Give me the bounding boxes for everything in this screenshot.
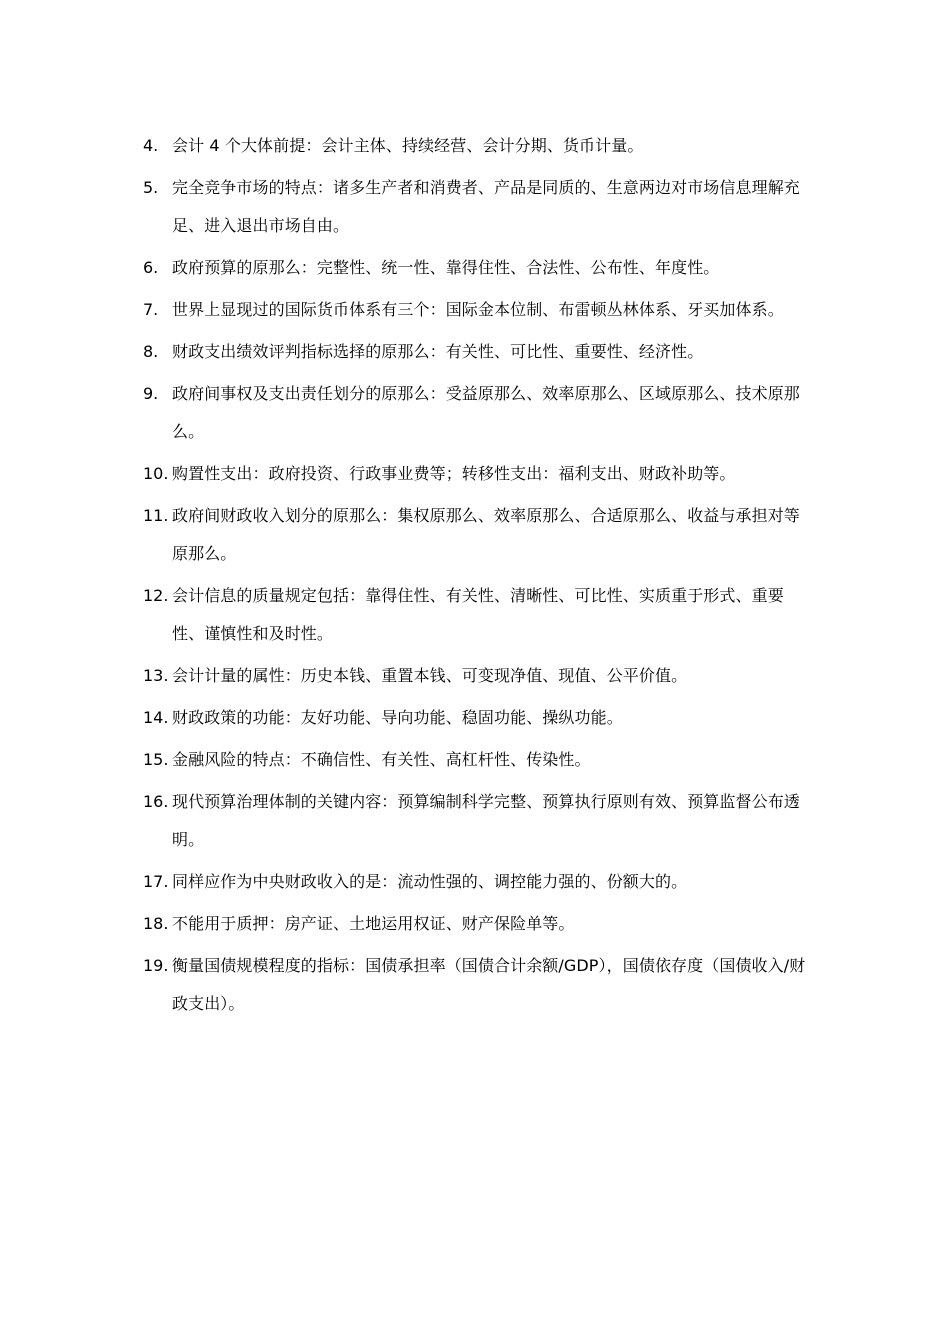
item-number: 11.	[143, 506, 169, 525]
item-text: 衡量国债规模程度的指标：国债承担率（国债合计余额/GDP），国债依存度（国债收入/财政支出）。	[172, 956, 806, 1013]
item-text: 政府间财政收入划分的原那么：集权原那么、效率原那么、合适原那么、收益与承担对等原那么。	[172, 506, 800, 563]
item-number: 7.	[143, 300, 159, 319]
list-item	[143, 863, 813, 901]
item-number: 19.	[143, 956, 169, 975]
item-number: 5.	[143, 178, 159, 197]
list-item	[143, 947, 813, 1023]
list-item	[143, 783, 813, 859]
list-item	[143, 375, 813, 451]
list-item	[143, 249, 813, 287]
list-item	[143, 905, 813, 943]
list-item	[143, 699, 813, 737]
item-text: 同样应作为中央财政收入的是：流动性强的、调控能力强的、份额大的。	[172, 872, 688, 891]
item-text: 现代预算治理体制的关键内容：预算编制科学完整、预算执行原则有效、预算监督公布透明。	[172, 792, 800, 849]
item-number: 14.	[143, 708, 169, 727]
item-text: 财政政策的功能：友好功能、导向功能、稳固功能、操纵功能。	[172, 708, 623, 727]
item-number: 15.	[143, 750, 169, 769]
list-item	[143, 127, 813, 165]
item-number: 13.	[143, 666, 169, 685]
item-number: 10.	[143, 464, 169, 483]
item-number: 18.	[143, 914, 169, 933]
list-item	[143, 455, 813, 493]
list-item	[143, 291, 813, 329]
item-number: 12.	[143, 586, 169, 605]
item-text: 会计计量的属性：历史本钱、重置本钱、可变现净值、现值、公平价值。	[172, 666, 688, 685]
item-number: 16.	[143, 792, 169, 811]
item-number: 9.	[143, 384, 159, 403]
item-text: 购置性支出：政府投资、行政事业费等；转移性支出：福利支出、财政补助等。	[172, 464, 736, 483]
item-number: 8.	[143, 342, 159, 361]
item-number: 6.	[143, 258, 159, 277]
item-text: 会计 4 个大体前提：会计主体、持续经营、会计分期、货币计量。	[172, 136, 644, 155]
numbered-list	[143, 127, 813, 1027]
list-item	[143, 333, 813, 371]
item-text: 金融风险的特点：不确信性、有关性、高杠杆性、传染性。	[172, 750, 591, 769]
list-item	[143, 577, 813, 653]
item-text: 财政支出绩效评判指标选择的原那么：有关性、可比性、重要性、经济性。	[172, 342, 704, 361]
item-text: 完全竞争市场的特点：诸多生产者和消费者、产品是同质的、生意两边对市场信息理解充足、进入退出市场自由。	[172, 178, 800, 235]
item-number: 4.	[143, 136, 159, 155]
item-text: 政府预算的原那么：完整性、统一性、靠得住性、合法性、公布性、年度性。	[172, 258, 720, 277]
item-text: 不能用于质押：房产证、土地运用权证、财产保险单等。	[172, 914, 575, 933]
item-number: 17.	[143, 872, 169, 891]
list-item	[143, 741, 813, 779]
list-item	[143, 169, 813, 245]
item-text: 会计信息的质量规定包括：靠得住性、有关性、清晰性、可比性、实质重于形式、重要性、谨慎性和及时性。	[172, 586, 784, 643]
item-text: 政府间事权及支出责任划分的原那么：受益原那么、效率原那么、区域原那么、技术原那么。	[172, 384, 800, 441]
list-item	[143, 497, 813, 573]
list-item	[143, 657, 813, 695]
item-text: 世界上显现过的国际货币体系有三个：国际金本位制、布雷顿丛林体系、牙买加体系。	[172, 300, 784, 319]
